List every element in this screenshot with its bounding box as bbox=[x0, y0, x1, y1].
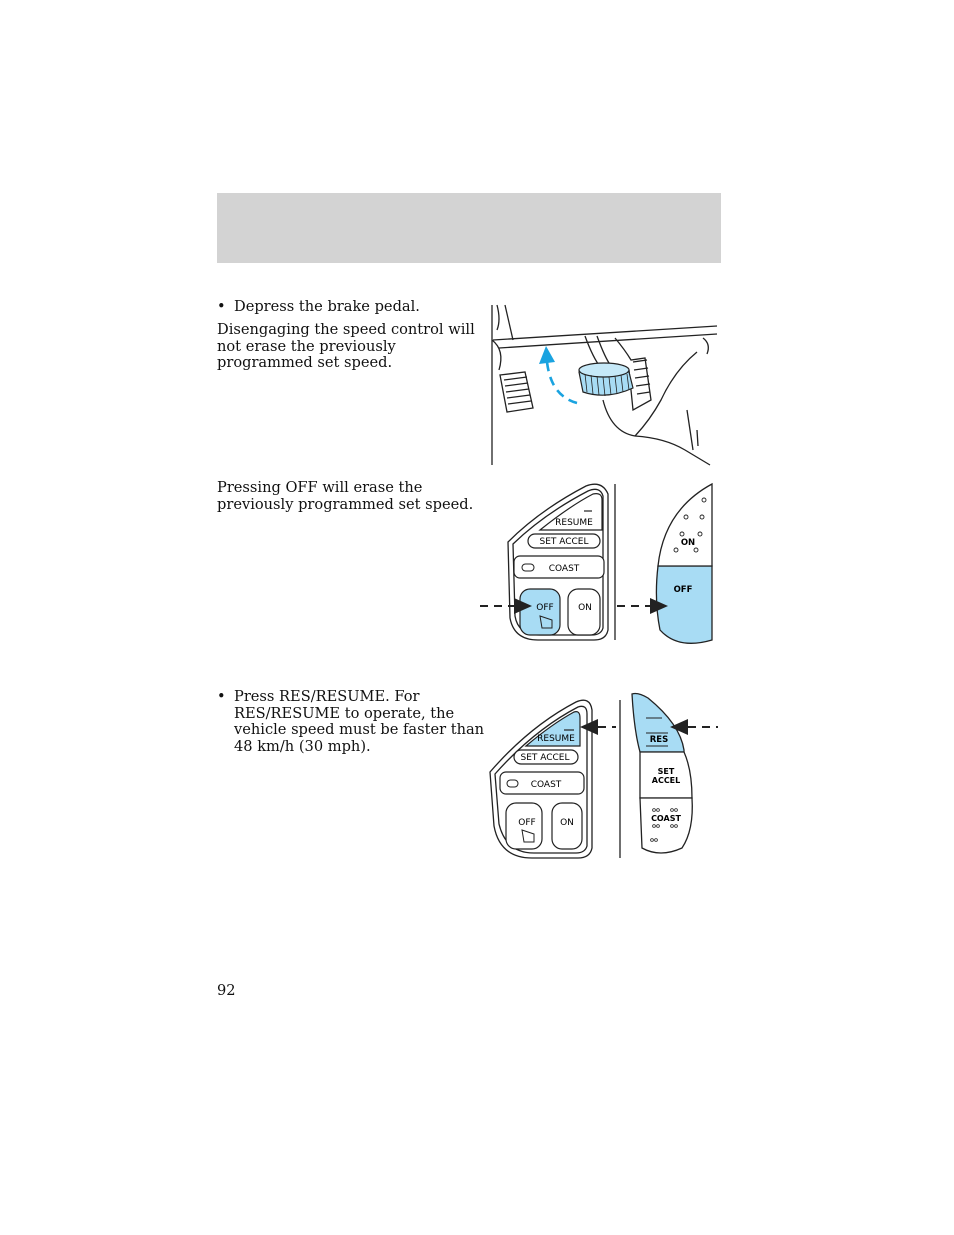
svg-text:SET ACCEL: SET ACCEL bbox=[520, 753, 570, 763]
alt-switch bbox=[656, 484, 712, 643]
svg-text:COAST: COAST bbox=[548, 564, 580, 574]
on-button[interactable] bbox=[568, 589, 600, 635]
brake-pedal-illustration bbox=[485, 300, 721, 470]
note-line: not erase the previously bbox=[217, 337, 396, 355]
coast-button[interactable] bbox=[514, 556, 604, 578]
resume-button[interactable] bbox=[540, 494, 602, 530]
alt-coast-label: COAST bbox=[651, 814, 681, 823]
bullet: • bbox=[217, 688, 226, 705]
step-line: RES/RESUME to operate, the bbox=[234, 704, 455, 722]
alt-set-label: SET bbox=[657, 767, 675, 776]
note-line: previously programmed set speed. bbox=[217, 495, 474, 513]
arrow-head bbox=[539, 346, 555, 364]
svg-text:RESUME: RESUME bbox=[537, 734, 575, 744]
pressed-pedal bbox=[579, 363, 633, 396]
svg-text:RESUME: RESUME bbox=[555, 518, 593, 528]
alt-switch bbox=[632, 694, 692, 854]
alt-off-label: OFF bbox=[673, 585, 693, 595]
speed-control-off-illustration bbox=[478, 480, 722, 646]
svg-text:ON: ON bbox=[578, 603, 592, 613]
brake-step bbox=[217, 299, 420, 316]
alt-accel-label: ACCEL bbox=[651, 776, 681, 785]
step-line: 48 km/h (30 mph). bbox=[234, 737, 371, 755]
step-line: Press RES/RESUME. For bbox=[234, 688, 420, 705]
speed-control-resume-illustration bbox=[488, 690, 722, 862]
note-line: Pressing OFF will erase the bbox=[217, 479, 423, 496]
svg-text:COAST: COAST bbox=[530, 780, 562, 790]
note-line: programmed set speed. bbox=[217, 354, 393, 372]
page-number: 92 bbox=[217, 982, 236, 999]
step-line: vehicle speed must be faster than bbox=[234, 721, 485, 739]
svg-text:ON: ON bbox=[560, 818, 574, 828]
alt-on-label: ON bbox=[680, 538, 696, 548]
disengage-note bbox=[217, 322, 475, 372]
note-line: Disengaging the speed control will bbox=[217, 321, 475, 338]
release-arrow bbox=[547, 362, 577, 403]
on-button[interactable] bbox=[552, 803, 582, 849]
svg-text:SET ACCEL: SET ACCEL bbox=[539, 537, 589, 547]
bullet: • bbox=[217, 298, 226, 315]
svg-text:OFF: OFF bbox=[536, 603, 554, 613]
brake-step-text: Depress the brake pedal. bbox=[234, 298, 420, 315]
section-header-band bbox=[217, 193, 721, 263]
resume-step bbox=[217, 689, 484, 755]
off-button[interactable] bbox=[520, 589, 560, 635]
coast-button[interactable] bbox=[500, 772, 584, 794]
svg-text:OFF: OFF bbox=[518, 818, 536, 828]
off-note bbox=[217, 480, 473, 513]
set-accel-button[interactable] bbox=[514, 750, 578, 764]
set-accel-button[interactable] bbox=[528, 534, 600, 548]
alt-res-label: RES bbox=[649, 735, 669, 745]
off-button[interactable] bbox=[506, 803, 542, 849]
